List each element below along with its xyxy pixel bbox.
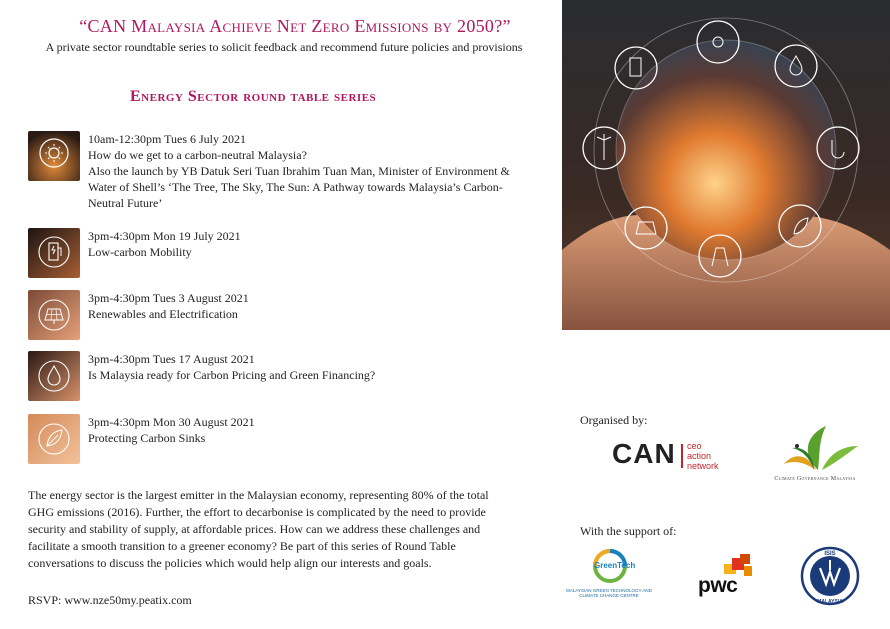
isis-malaysia-logo xyxy=(800,546,860,606)
isis-logo-top-text: ISIS xyxy=(824,551,836,557)
event-title: “CAN Malaysia Achieve Net Zero Emissions by 2050?” xyxy=(79,16,511,36)
ev-charger-icon xyxy=(28,228,80,278)
event-time: 3pm-4:30pm Tues 3 August 2021 xyxy=(88,291,249,305)
pwc-logo-word: pwc xyxy=(698,574,738,597)
series-heading: Energy Sector round table series xyxy=(130,88,377,105)
cgm-logo-text: Climate Governance Malaysia xyxy=(774,476,856,482)
solar-panel-icon xyxy=(28,290,80,340)
event-time: 3pm-4:30pm Mon 30 August 2021 xyxy=(88,415,255,429)
can-logo-word: CAN xyxy=(612,438,676,469)
leaf-icon xyxy=(28,414,80,464)
sun-icon xyxy=(28,131,80,181)
climate-governance-malaysia-logo xyxy=(760,422,870,492)
event-time: 3pm-4:30pm Tues 17 August 2021 xyxy=(88,352,255,366)
event-time: 10am-12:30pm Tues 6 July 2021 xyxy=(88,132,247,146)
event-topic: How do we get to a carbon-neutral Malaysia? xyxy=(88,148,307,162)
can-logo-divider xyxy=(681,444,683,468)
water-drop-icon xyxy=(28,351,80,401)
event-time: 3pm-4:30pm Mon 19 July 2021 xyxy=(88,229,241,243)
can-logo xyxy=(612,438,732,474)
greentech-malaysia-logo xyxy=(566,548,652,604)
event-topic: Renewables and Electrification xyxy=(88,307,238,321)
pwc-logo xyxy=(696,554,756,600)
event-topic: Protecting Carbon Sinks xyxy=(88,431,206,445)
event-topic: Is Malaysia ready for Carbon Pricing and Green Financing? xyxy=(88,368,376,382)
support-label: With the support of: xyxy=(580,524,677,538)
rsvp-link[interactable]: RSVP: www.nze50my.peatix.com xyxy=(28,593,192,607)
organised-by-label: Organised by: xyxy=(580,413,648,427)
greentech-word: GreenTech xyxy=(594,561,636,570)
greentech-subtitle: MALAYSIAN GREEN TECHNOLOGY AND CLIMATE CHANGE CENTRE xyxy=(566,588,652,598)
event-topic: Low-carbon Mobility xyxy=(88,245,192,259)
description-paragraph: The energy sector is the largest emitter in the Malaysian economy, representing 80% of the total GHG emissions (2016). Further, the effort to decarbonise is complicated by the need to provide security and stability of supply, at affordable prices. How can we address these challenges and facilitate a smooth transition to a greener economy? Be part of this series of Round Table conversations to discuss the policies which would help align our interests and goals. xyxy=(28,488,489,570)
globe-hands-image xyxy=(562,0,890,330)
isis-logo-bottom-text: MALAYSIA xyxy=(817,599,843,605)
event-extra: Also the launch by YB Datuk Seri Tuan Ibrahim Tuan Man, Minister of Environment & Water of Shell’s ‘The Tree, The Sky, The Sun: A Pathway towards Malaysia’s Carbon-Neutral Future’ xyxy=(88,164,510,210)
can-logo-subtitle: ceo action network xyxy=(687,441,719,471)
event-subtitle: A private sector roundtable series to solicit feedback and recommend future policies and provisions xyxy=(45,40,523,54)
